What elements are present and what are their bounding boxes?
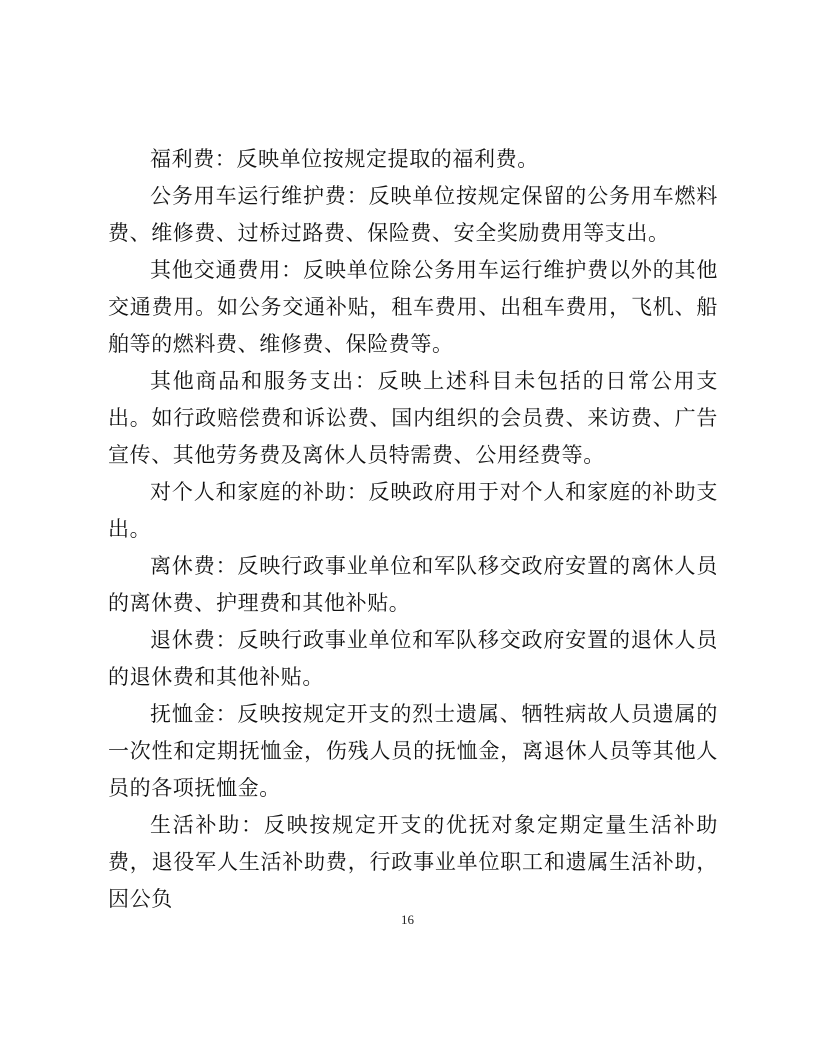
paragraph-retirement-fee-lixiu: 离休费：反映行政事业单位和军队移交政府安置的离休人员的离休费、护理费和其他补贴。 [108, 554, 718, 615]
paragraph-living-subsidy: 生活补助：反映按规定开支的优抚对象定期定量生活补助费，退役军人生活补助费，行政事业单位职工和遗属生活补助，因公负 [108, 813, 718, 911]
paragraph-welfare-fee: 福利费：反映单位按规定提取的福利费。 [150, 147, 539, 171]
paragraph-official-vehicle-maintenance: 公务用车运行维护费：反映单位按规定保留的公务用车燃料费、维修费、过桥过路费、保险费、安全奖励费用等支出。 [108, 184, 718, 245]
paragraph-pension-compensation: 抚恤金：反映按规定开支的烈士遗属、牺牲病故人员遗属的一次性和定期抚恤金，伤残人员的抚恤金，离退休人员等其他人员的各项抚恤金。 [108, 702, 718, 800]
paragraph-individual-family-subsidy: 对个人和家庭的补助：反映政府用于对个人和家庭的补助支出。 [108, 480, 718, 541]
paragraph-other-goods-services: 其他商品和服务支出：反映上述科目未包括的日常公用支出。如行政赔偿费和诉讼费、国内组织的会员费、来访费、广告宣传、其他劳务费及离休人员特需费、公用经费等。 [108, 369, 718, 467]
page-number: 16 [401, 912, 414, 927]
body-text [108, 141, 718, 918]
paragraph-other-transport-fees: 其他交通费用：反映单位除公务用车运行维护费以外的其他交通费用。如公务交通补贴，租车费用、出租车费用，飞机、船舶等的燃料费、维修费、保险费等。 [108, 258, 718, 356]
paragraph-retirement-fee-tuixiu: 退休费：反映行政事业单位和军队移交政府安置的退休人员的退休费和其他补贴。 [108, 628, 718, 689]
